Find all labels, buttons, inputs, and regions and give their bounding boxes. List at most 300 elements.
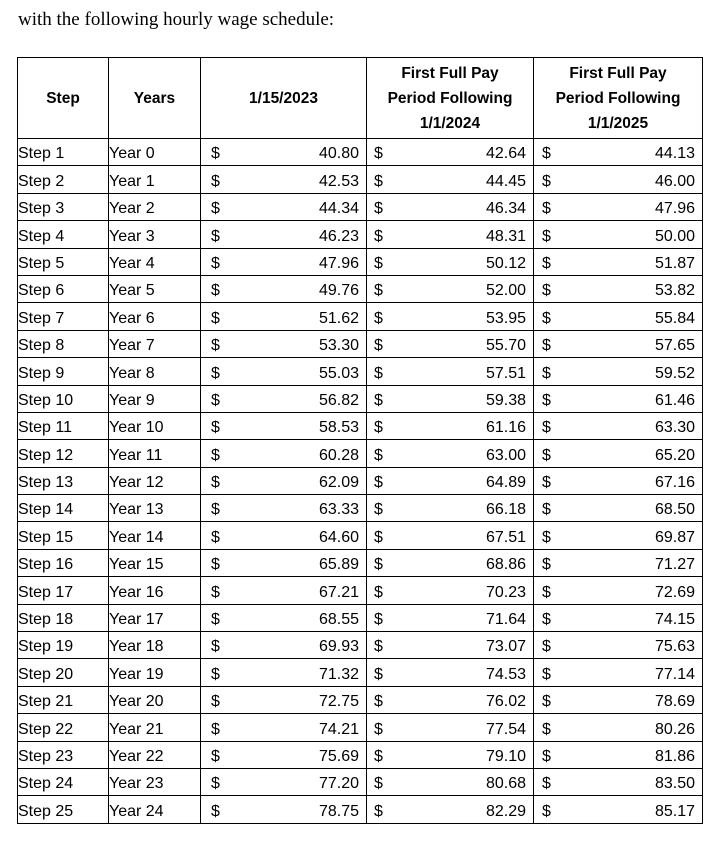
cell-step: Step 2 xyxy=(18,166,109,193)
cell-rate-2024 xyxy=(367,221,534,248)
wage-amount: 49.76 xyxy=(318,282,359,300)
cell-rate-2025 xyxy=(534,412,703,439)
wage-amount: 77.20 xyxy=(318,775,359,793)
table-row xyxy=(18,741,703,768)
wage-amount: 70.23 xyxy=(485,583,526,601)
wage-amount: 64.89 xyxy=(485,474,526,492)
cell-rate-2025 xyxy=(534,604,703,631)
cell-step: Step 3 xyxy=(18,193,109,220)
currency-symbol: $ xyxy=(542,391,551,409)
cell-years: Year 0 xyxy=(109,139,201,166)
currency-symbol: $ xyxy=(542,200,551,218)
cell-rate-2025 xyxy=(534,686,703,713)
cell-years: Year 24 xyxy=(109,796,201,823)
wage-amount: 75.63 xyxy=(654,638,695,656)
currency-symbol: $ xyxy=(374,501,383,519)
cell-rate-2025 xyxy=(534,166,703,193)
cell-step: Step 22 xyxy=(18,714,109,741)
cell-rate-2025 xyxy=(534,303,703,330)
wage-amount: 53.82 xyxy=(654,282,695,300)
cell-rate-2023 xyxy=(201,632,367,659)
cell-rate-2025 xyxy=(534,358,703,385)
wage-amount: 61.16 xyxy=(485,419,526,437)
wage-amount: 80.26 xyxy=(654,720,695,738)
currency-symbol: $ xyxy=(542,419,551,437)
cell-years: Year 10 xyxy=(109,412,201,439)
cell-rate-2023 xyxy=(201,166,367,193)
table-row xyxy=(18,659,703,686)
wage-amount: 46.34 xyxy=(485,200,526,218)
cell-rate-2025 xyxy=(534,248,703,275)
header-rate-2025-line-1: First Full Pay xyxy=(569,64,667,82)
wage-amount: 80.68 xyxy=(485,775,526,793)
cell-rate-2025 xyxy=(534,495,703,522)
cell-rate-2023 xyxy=(201,248,367,275)
wage-amount: 74.21 xyxy=(318,720,359,738)
currency-symbol: $ xyxy=(211,254,220,272)
wage-schedule-table xyxy=(17,57,703,824)
currency-symbol: $ xyxy=(211,227,220,245)
currency-symbol: $ xyxy=(374,720,383,738)
table-row xyxy=(18,248,703,275)
wage-amount: 50.00 xyxy=(654,227,695,245)
cell-rate-2025 xyxy=(534,768,703,795)
table-row xyxy=(18,166,703,193)
cell-rate-2023 xyxy=(201,275,367,302)
header-rate-2025-line-2: Period Following xyxy=(555,89,681,107)
wage-amount: 82.29 xyxy=(485,802,526,820)
cell-rate-2024 xyxy=(367,275,534,302)
cell-years: Year 5 xyxy=(109,275,201,302)
cell-rate-2023 xyxy=(201,577,367,604)
cell-rate-2025 xyxy=(534,139,703,166)
cell-rate-2024 xyxy=(367,741,534,768)
cell-rate-2024 xyxy=(367,330,534,357)
wage-amount: 71.64 xyxy=(485,611,526,629)
cell-step: Step 17 xyxy=(18,577,109,604)
wage-amount: 44.13 xyxy=(654,145,695,163)
currency-symbol: $ xyxy=(374,337,383,355)
currency-symbol: $ xyxy=(211,200,220,218)
wage-amount: 67.21 xyxy=(318,583,359,601)
currency-symbol: $ xyxy=(211,419,220,437)
table-row xyxy=(18,495,703,522)
cell-rate-2023 xyxy=(201,768,367,795)
table-header-row xyxy=(18,58,703,139)
currency-symbol: $ xyxy=(374,528,383,546)
cell-step: Step 7 xyxy=(18,303,109,330)
wage-amount: 85.17 xyxy=(654,802,695,820)
wage-amount: 75.69 xyxy=(318,747,359,765)
cell-rate-2024 xyxy=(367,166,534,193)
cell-rate-2023 xyxy=(201,659,367,686)
wage-amount: 66.18 xyxy=(485,501,526,519)
cell-rate-2023 xyxy=(201,330,367,357)
header-rate-2025 xyxy=(534,58,703,139)
table-row xyxy=(18,549,703,576)
cell-rate-2025 xyxy=(534,741,703,768)
table-row xyxy=(18,303,703,330)
table-row xyxy=(18,714,703,741)
currency-symbol: $ xyxy=(374,172,383,190)
wage-amount: 68.86 xyxy=(485,556,526,574)
wage-amount: 46.23 xyxy=(318,227,359,245)
table-row xyxy=(18,440,703,467)
cell-rate-2025 xyxy=(534,330,703,357)
cell-years: Year 6 xyxy=(109,303,201,330)
table-row xyxy=(18,467,703,494)
cell-rate-2023 xyxy=(201,385,367,412)
currency-symbol: $ xyxy=(211,802,220,820)
currency-symbol: $ xyxy=(374,802,383,820)
header-rate-2024-line-1: First Full Pay xyxy=(401,64,499,82)
wage-amount: 78.69 xyxy=(654,693,695,711)
wage-amount: 65.89 xyxy=(318,556,359,574)
cell-years: Year 20 xyxy=(109,686,201,713)
wage-amount: 72.69 xyxy=(654,583,695,601)
wage-amount: 42.53 xyxy=(318,172,359,190)
cell-years: Year 23 xyxy=(109,768,201,795)
currency-symbol: $ xyxy=(374,446,383,464)
currency-symbol: $ xyxy=(542,446,551,464)
table-row xyxy=(18,796,703,823)
intro-text: with the following hourly wage schedule: xyxy=(18,9,335,30)
cell-rate-2023 xyxy=(201,139,367,166)
wage-amount: 59.52 xyxy=(654,364,695,382)
cell-years: Year 14 xyxy=(109,522,201,549)
wage-amount: 69.87 xyxy=(654,528,695,546)
cell-years: Year 17 xyxy=(109,604,201,631)
currency-symbol: $ xyxy=(211,282,220,300)
cell-years: Year 18 xyxy=(109,632,201,659)
currency-symbol: $ xyxy=(374,474,383,492)
currency-symbol: $ xyxy=(211,501,220,519)
cell-rate-2025 xyxy=(534,796,703,823)
table-row xyxy=(18,686,703,713)
currency-symbol: $ xyxy=(211,693,220,711)
wage-amount: 63.30 xyxy=(654,419,695,437)
wage-amount: 42.64 xyxy=(485,145,526,163)
cell-rate-2023 xyxy=(201,221,367,248)
currency-symbol: $ xyxy=(211,611,220,629)
currency-symbol: $ xyxy=(542,337,551,355)
wage-amount: 72.75 xyxy=(318,693,359,711)
table-row xyxy=(18,385,703,412)
cell-rate-2025 xyxy=(534,275,703,302)
currency-symbol: $ xyxy=(211,528,220,546)
wage-amount: 44.34 xyxy=(318,200,359,218)
currency-symbol: $ xyxy=(211,391,220,409)
cell-rate-2024 xyxy=(367,577,534,604)
wage-amount: 57.65 xyxy=(654,337,695,355)
cell-rate-2025 xyxy=(534,714,703,741)
wage-amount: 74.15 xyxy=(654,611,695,629)
cell-rate-2024 xyxy=(367,358,534,385)
wage-amount: 77.14 xyxy=(654,665,695,683)
currency-symbol: $ xyxy=(542,720,551,738)
cell-rate-2023 xyxy=(201,686,367,713)
currency-symbol: $ xyxy=(542,556,551,574)
cell-step: Step 4 xyxy=(18,221,109,248)
wage-amount: 51.87 xyxy=(654,254,695,272)
cell-years: Year 3 xyxy=(109,221,201,248)
cell-rate-2024 xyxy=(367,796,534,823)
currency-symbol: $ xyxy=(211,474,220,492)
currency-symbol: $ xyxy=(211,747,220,765)
currency-symbol: $ xyxy=(211,309,220,327)
table-row xyxy=(18,330,703,357)
currency-symbol: $ xyxy=(542,282,551,300)
table-row xyxy=(18,221,703,248)
cell-rate-2024 xyxy=(367,632,534,659)
currency-symbol: $ xyxy=(211,172,220,190)
cell-rate-2023 xyxy=(201,796,367,823)
wage-amount: 55.70 xyxy=(485,337,526,355)
cell-rate-2025 xyxy=(534,522,703,549)
currency-symbol: $ xyxy=(542,501,551,519)
cell-step: Step 6 xyxy=(18,275,109,302)
cell-years: Year 19 xyxy=(109,659,201,686)
currency-symbol: $ xyxy=(211,446,220,464)
currency-symbol: $ xyxy=(374,638,383,656)
cell-step: Step 13 xyxy=(18,467,109,494)
currency-symbol: $ xyxy=(211,337,220,355)
wage-amount: 69.93 xyxy=(318,638,359,656)
cell-step: Step 21 xyxy=(18,686,109,713)
cell-rate-2024 xyxy=(367,467,534,494)
cell-rate-2024 xyxy=(367,714,534,741)
cell-rate-2023 xyxy=(201,522,367,549)
header-years: Years xyxy=(109,58,201,139)
currency-symbol: $ xyxy=(542,309,551,327)
cell-rate-2024 xyxy=(367,303,534,330)
cell-rate-2023 xyxy=(201,358,367,385)
cell-rate-2023 xyxy=(201,467,367,494)
currency-symbol: $ xyxy=(374,309,383,327)
wage-amount: 67.16 xyxy=(654,474,695,492)
cell-rate-2023 xyxy=(201,303,367,330)
wage-amount: 52.00 xyxy=(485,282,526,300)
currency-symbol: $ xyxy=(211,665,220,683)
cell-years: Year 15 xyxy=(109,549,201,576)
currency-symbol: $ xyxy=(211,556,220,574)
cell-rate-2024 xyxy=(367,385,534,412)
cell-rate-2024 xyxy=(367,522,534,549)
wage-amount: 55.84 xyxy=(654,309,695,327)
currency-symbol: $ xyxy=(374,419,383,437)
currency-symbol: $ xyxy=(542,665,551,683)
cell-years: Year 4 xyxy=(109,248,201,275)
table-row xyxy=(18,412,703,439)
wage-amount: 53.95 xyxy=(485,309,526,327)
cell-rate-2025 xyxy=(534,193,703,220)
currency-symbol: $ xyxy=(542,802,551,820)
wage-amount: 55.03 xyxy=(318,364,359,382)
currency-symbol: $ xyxy=(211,145,220,163)
wage-amount: 71.32 xyxy=(318,665,359,683)
table-row xyxy=(18,193,703,220)
cell-years: Year 9 xyxy=(109,385,201,412)
currency-symbol: $ xyxy=(374,227,383,245)
table-row xyxy=(18,358,703,385)
wage-amount: 51.62 xyxy=(318,309,359,327)
currency-symbol: $ xyxy=(374,282,383,300)
cell-step: Step 9 xyxy=(18,358,109,385)
currency-symbol: $ xyxy=(374,611,383,629)
cell-rate-2025 xyxy=(534,385,703,412)
cell-years: Year 2 xyxy=(109,193,201,220)
wage-amount: 78.75 xyxy=(318,802,359,820)
cell-step: Step 19 xyxy=(18,632,109,659)
table-body xyxy=(18,139,703,824)
currency-symbol: $ xyxy=(542,775,551,793)
cell-step: Step 8 xyxy=(18,330,109,357)
currency-symbol: $ xyxy=(374,583,383,601)
wage-amount: 65.20 xyxy=(654,446,695,464)
wage-amount: 68.55 xyxy=(318,611,359,629)
cell-rate-2024 xyxy=(367,248,534,275)
cell-rate-2024 xyxy=(367,412,534,439)
cell-years: Year 1 xyxy=(109,166,201,193)
currency-symbol: $ xyxy=(542,254,551,272)
currency-symbol: $ xyxy=(542,611,551,629)
table-row xyxy=(18,577,703,604)
currency-symbol: $ xyxy=(374,391,383,409)
cell-years: Year 12 xyxy=(109,467,201,494)
wage-amount: 83.50 xyxy=(654,775,695,793)
currency-symbol: $ xyxy=(374,693,383,711)
cell-step: Step 24 xyxy=(18,768,109,795)
table-row xyxy=(18,604,703,631)
wage-amount: 61.46 xyxy=(654,391,695,409)
currency-symbol: $ xyxy=(374,364,383,382)
cell-rate-2023 xyxy=(201,549,367,576)
cell-years: Year 8 xyxy=(109,358,201,385)
currency-symbol: $ xyxy=(542,638,551,656)
wage-amount: 47.96 xyxy=(654,200,695,218)
cell-rate-2024 xyxy=(367,549,534,576)
cell-rate-2023 xyxy=(201,412,367,439)
cell-step: Step 23 xyxy=(18,741,109,768)
currency-symbol: $ xyxy=(542,145,551,163)
wage-amount: 47.96 xyxy=(318,254,359,272)
wage-amount: 79.10 xyxy=(485,747,526,765)
currency-symbol: $ xyxy=(374,665,383,683)
currency-symbol: $ xyxy=(211,364,220,382)
cell-rate-2025 xyxy=(534,659,703,686)
currency-symbol: $ xyxy=(542,747,551,765)
header-rate-2023: 1/15/2023 xyxy=(201,58,367,139)
currency-symbol: $ xyxy=(211,583,220,601)
currency-symbol: $ xyxy=(542,227,551,245)
cell-step: Step 10 xyxy=(18,385,109,412)
currency-symbol: $ xyxy=(211,720,220,738)
currency-symbol: $ xyxy=(542,364,551,382)
cell-rate-2023 xyxy=(201,741,367,768)
cell-step: Step 11 xyxy=(18,412,109,439)
cell-rate-2023 xyxy=(201,714,367,741)
cell-rate-2025 xyxy=(534,467,703,494)
table-row xyxy=(18,522,703,549)
header-rate-2024-line-2: Period Following xyxy=(387,89,513,107)
wage-amount: 67.51 xyxy=(485,528,526,546)
header-rate-2024-line-3: 1/1/2024 xyxy=(419,114,481,132)
cell-rate-2023 xyxy=(201,193,367,220)
wage-amount: 58.53 xyxy=(318,419,359,437)
wage-amount: 53.30 xyxy=(318,337,359,355)
wage-amount: 50.12 xyxy=(485,254,526,272)
cell-step: Step 12 xyxy=(18,440,109,467)
cell-years: Year 21 xyxy=(109,714,201,741)
cell-rate-2024 xyxy=(367,768,534,795)
cell-years: Year 22 xyxy=(109,741,201,768)
wage-amount: 60.28 xyxy=(318,446,359,464)
wage-amount: 46.00 xyxy=(654,172,695,190)
cell-rate-2024 xyxy=(367,193,534,220)
cell-years: Year 7 xyxy=(109,330,201,357)
currency-symbol: $ xyxy=(374,200,383,218)
cell-rate-2023 xyxy=(201,440,367,467)
currency-symbol: $ xyxy=(211,638,220,656)
cell-step: Step 16 xyxy=(18,549,109,576)
wage-amount: 74.53 xyxy=(485,665,526,683)
wage-amount: 40.80 xyxy=(318,145,359,163)
cell-step: Step 20 xyxy=(18,659,109,686)
cell-rate-2024 xyxy=(367,495,534,522)
currency-symbol: $ xyxy=(374,747,383,765)
cell-step: Step 25 xyxy=(18,796,109,823)
cell-rate-2024 xyxy=(367,440,534,467)
currency-symbol: $ xyxy=(542,474,551,492)
currency-symbol: $ xyxy=(542,583,551,601)
cell-rate-2025 xyxy=(534,632,703,659)
cell-rate-2025 xyxy=(534,577,703,604)
wage-amount: 48.31 xyxy=(485,227,526,245)
wage-amount: 71.27 xyxy=(654,556,695,574)
table-row xyxy=(18,275,703,302)
wage-amount: 56.82 xyxy=(318,391,359,409)
cell-step: Step 5 xyxy=(18,248,109,275)
wage-amount: 73.07 xyxy=(485,638,526,656)
cell-rate-2023 xyxy=(201,495,367,522)
currency-symbol: $ xyxy=(374,254,383,272)
currency-symbol: $ xyxy=(374,556,383,574)
cell-rate-2024 xyxy=(367,686,534,713)
cell-rate-2025 xyxy=(534,440,703,467)
cell-rate-2025 xyxy=(534,221,703,248)
wage-amount: 77.54 xyxy=(485,720,526,738)
cell-step: Step 1 xyxy=(18,139,109,166)
cell-rate-2023 xyxy=(201,604,367,631)
wage-amount: 62.09 xyxy=(318,474,359,492)
header-rate-2024 xyxy=(367,58,534,139)
cell-step: Step 15 xyxy=(18,522,109,549)
wage-amount: 64.60 xyxy=(318,528,359,546)
wage-amount: 44.45 xyxy=(485,172,526,190)
wage-amount: 63.00 xyxy=(485,446,526,464)
wage-amount: 81.86 xyxy=(654,747,695,765)
currency-symbol: $ xyxy=(542,693,551,711)
cell-years: Year 11 xyxy=(109,440,201,467)
currency-symbol: $ xyxy=(374,145,383,163)
header-step: Step xyxy=(18,58,109,139)
currency-symbol: $ xyxy=(374,775,383,793)
wage-amount: 59.38 xyxy=(485,391,526,409)
cell-years: Year 13 xyxy=(109,495,201,522)
table-row xyxy=(18,768,703,795)
cell-years: Year 16 xyxy=(109,577,201,604)
currency-symbol: $ xyxy=(542,528,551,546)
